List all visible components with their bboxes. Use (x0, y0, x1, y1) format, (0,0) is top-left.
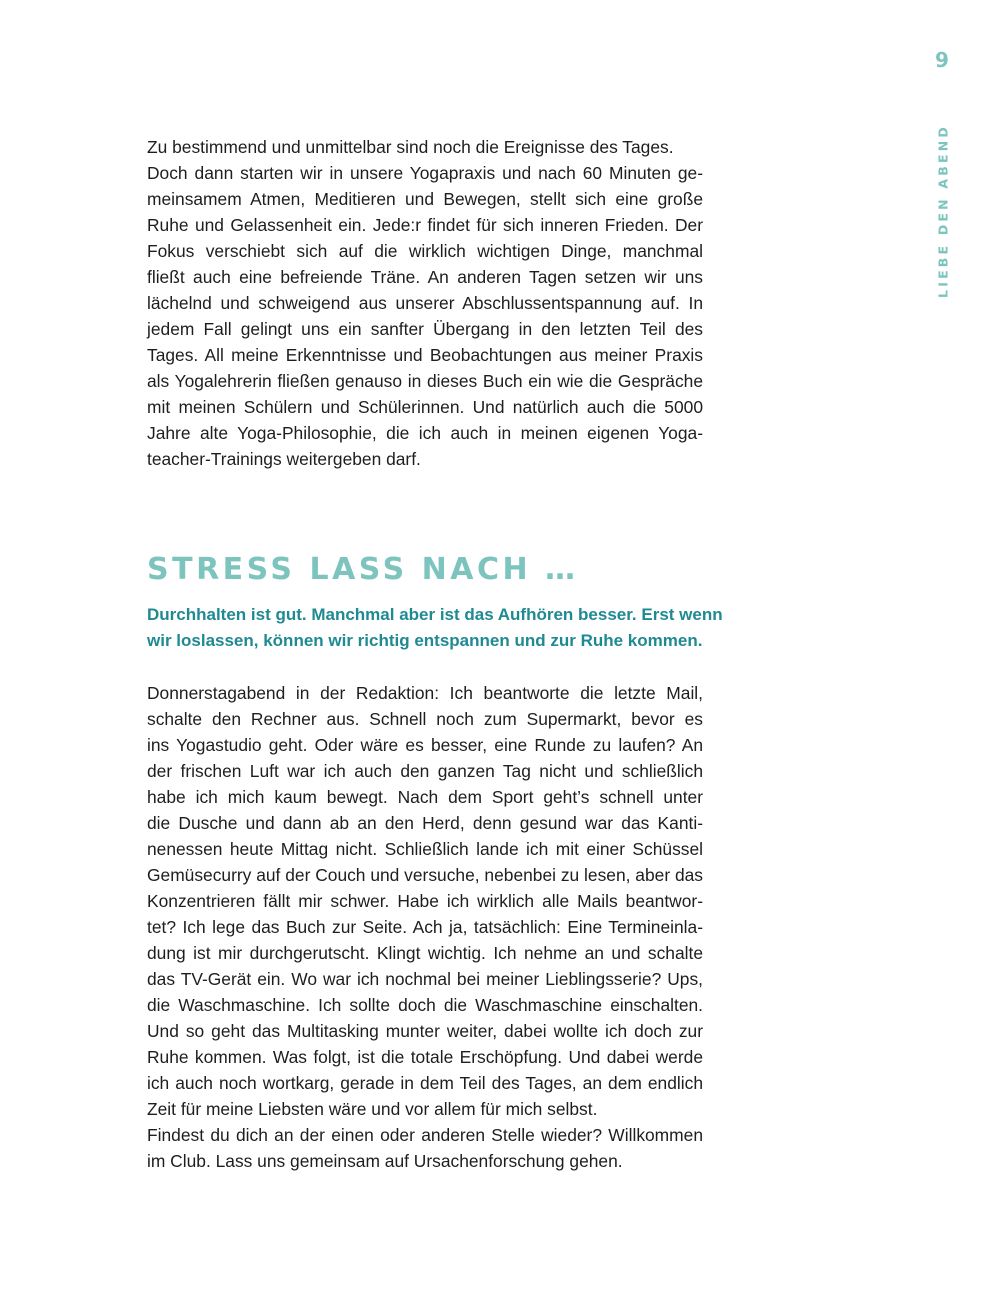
text-line: lächelnd und schweigend aus unserer Abschlussentspannung auf. In (147, 293, 703, 313)
text-line: schalte den Rechner aus. Schnell noch zum Supermarkt, bevor es (147, 709, 703, 729)
text-line: teacher-Trainings weitergeben darf. (147, 449, 421, 469)
text-line: Tages. All meine Erkenntnisse und Beobachtungen aus meiner Praxis (147, 345, 703, 365)
text-line: die Waschmaschine. Ich sollte doch die Waschmaschine einschalten. (147, 995, 703, 1015)
section-lead (147, 602, 787, 654)
text-line: jedem Fall gelingt uns ein sanfter Übergang in den letzten Teil des (147, 319, 703, 339)
text-line: Ruhe kommen. Was folgt, ist die totale Erschöpfung. Und dabei werde (147, 1047, 703, 1067)
text-line: Donnerstagabend in der Redaktion: Ich beantworte die letzte Mail, (147, 683, 703, 703)
text-line: Ruhe und Gelassenheit ein. Jede:r findet für sich inneren Frieden. Der (147, 215, 703, 235)
text-line: habe ich mich kaum bewegt. Nach dem Sport geht’s schnell unter (147, 787, 703, 807)
text-line: ich auch noch wortkarg, gerade in dem Teil des Tages, an dem endlich (147, 1073, 703, 1093)
lead-line: wir loslassen, können wir richtig entspannen und zur Ruhe kommen. (147, 631, 703, 650)
text-line: Jahre alte Yoga-Philosophie, die ich auch in meinen eigenen Yoga- (147, 423, 703, 443)
text-line: Und so geht das Multitasking munter weiter, dabei wollte ich doch zur (147, 1021, 703, 1041)
text-line: nenessen heute Mittag nicht. Schließlich lande ich mit einer Schüssel (147, 839, 703, 859)
text-line: Konzentrieren fällt mir schwer. Habe ich wirklich alle Mails beantwor- (147, 891, 703, 911)
intro-paragraph (147, 134, 703, 472)
lead-line: Durchhalten ist gut. Manchmal aber ist das Aufhören besser. Erst wenn (147, 605, 723, 624)
text-line: Gemüsecurry auf der Couch und versuche, nebenbei zu lesen, aber das (147, 865, 703, 885)
section-heading: STRESS LASS NACH … (147, 552, 579, 587)
text-line: die Dusche und dann ab an den Herd, denn gesund war das Kanti- (147, 813, 703, 833)
text-line: als Yogalehrerin fließen genauso in dieses Buch ein wie die Gespräche (147, 371, 703, 391)
text-line: Zu bestimmend und unmittelbar sind noch die Ereignisse des Tages. (147, 137, 674, 157)
text-line: meinsamem Atmen, Meditieren und Bewegen, stellt sich eine große (147, 189, 703, 209)
text-line: tet? Ich lege das Buch zur Seite. Ach ja, tatsächlich: Eine Termineinla- (147, 917, 703, 937)
text-line: Doch dann starten wir in unsere Yogapraxis und nach 60 Minuten ge- (147, 163, 703, 183)
body-paragraph (147, 680, 703, 1122)
text-line: dung ist mir durchgerutscht. Klingt wichtig. Ich nehme an und schalte (147, 943, 703, 963)
text-line: der frischen Luft war ich auch den ganzen Tag nicht und schließlich (147, 761, 703, 781)
closing-paragraph (147, 1122, 703, 1174)
text-line: im Club. Lass uns gemeinsam auf Ursachenforschung gehen. (147, 1151, 623, 1171)
text-line: Zeit für meine Liebsten wäre und vor allem für mich selbst. (147, 1099, 598, 1119)
text-line: mit meinen Schülern und Schülerinnen. Und natürlich auch die 5000 (147, 397, 703, 417)
text-line: fließt auch eine befreiende Träne. An anderen Tagen setzen wir uns (147, 267, 703, 287)
text-line: Findest du dich an der einen oder anderen Stelle wieder? Willkommen (147, 1125, 703, 1145)
text-line: ins Yogastudio geht. Oder wäre es besser, eine Runde zu laufen? An (147, 735, 703, 755)
page-number: 9 (935, 48, 949, 72)
text-line: das TV-Gerät ein. Wo war ich nochmal bei meiner Lieblingsserie? Ups, (147, 969, 703, 989)
running-head: LIEBE DEN ABEND (935, 124, 951, 298)
text-line: Fokus verschiebt sich auf die wirklich wichtigen Dinge, manchmal (147, 241, 703, 261)
